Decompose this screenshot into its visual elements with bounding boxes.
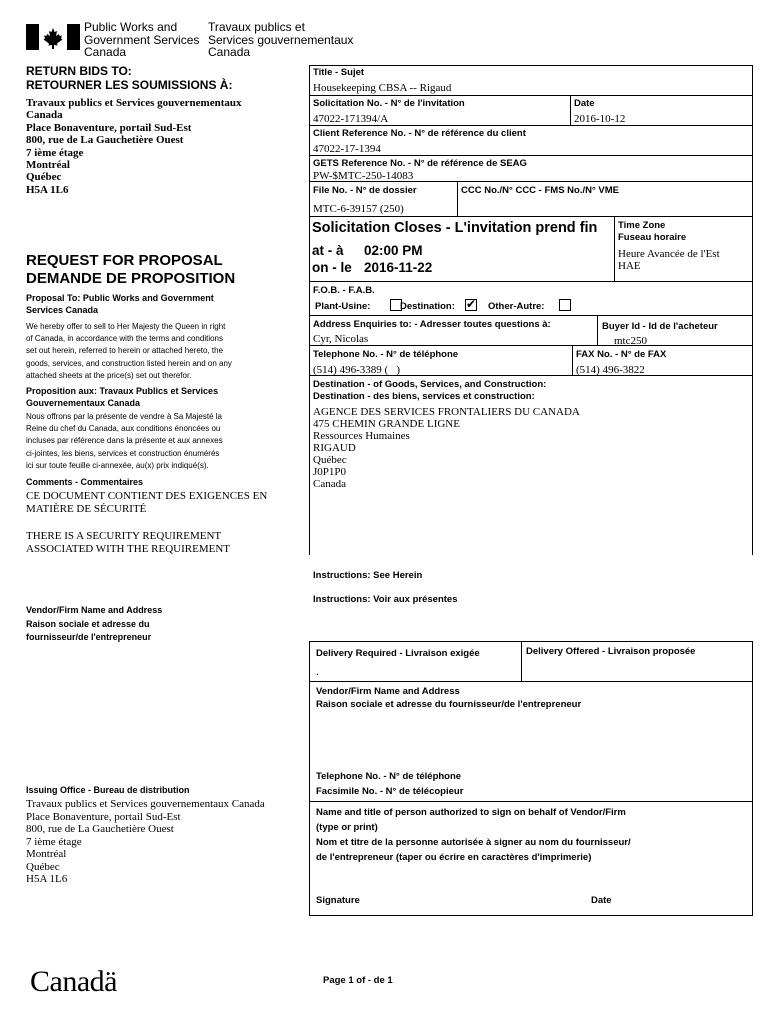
date-value: 2016-10-12	[574, 113, 626, 125]
closes-date: 2016-11-22	[364, 260, 433, 275]
telephone-label: Telephone No. - N° de téléphone	[313, 349, 459, 360]
page-number: Page 1 of - de 1	[323, 975, 393, 986]
ccc-number-field	[457, 181, 753, 217]
return-bids-heading: RETURN BIDS TO: RETOURNER LES SOUMISSIONS À:	[26, 64, 233, 92]
destination-address: AGENCE DES SERVICES FRONTALIERS DU CANADA 475 CHEMIN GRANDE LIGNE Ressources Humaines RIGAUD Québec J0P1P0 Canada	[313, 406, 580, 490]
file-number-value: MTC-6-39157 (250)	[313, 203, 404, 215]
solicitation-closes-heading: Solicitation Closes - L'invitation prend fin	[312, 220, 598, 236]
issuing-office-address: Travaux publics et Services gouvernementaux Canada Place Bonaventure, portail Sud-Est 800, rue de La Gauchetière Ouest 7 ième étage Montréal Québec H5A 1L6	[26, 798, 265, 885]
client-reference-value: 47022-17-1394	[313, 143, 381, 155]
vendor-telephone-label: Telephone No. - N° de téléphone	[316, 771, 462, 782]
comments-label: Comments - Commentaires	[26, 477, 144, 487]
destination-field	[309, 375, 753, 555]
issuing-office-label: Issuing Office - Bureau de distribution	[26, 785, 190, 795]
delivery-offered-field	[521, 641, 753, 682]
authorized-signatory-field[interactable]	[309, 801, 753, 916]
fob-field	[309, 281, 753, 316]
delivery-required-label: Delivery Required - Livraison exigée	[316, 648, 480, 659]
closes-on-label: on - le	[312, 260, 352, 275]
file-number-field	[309, 181, 458, 217]
vendor-facsimile-label: Facsimile No. - N° de télécopieur	[316, 786, 464, 797]
gets-reference-value: PW-$MTC-250-14083	[313, 170, 414, 182]
fax-label: FAX No. - N° de FAX	[576, 349, 667, 360]
ccc-number-label: CCC No./N° CCC - FMS No./N° VME	[461, 185, 620, 196]
instructions-en: Instructions: See Herein	[313, 570, 423, 581]
fob-plant-label: Plant-Usine:	[315, 301, 371, 312]
address-enquiries-value: Cyr, Nicolas	[313, 333, 369, 345]
destination-label: Destination - of Goods, Services, and Construction: Destination - des biens, services et construction:	[313, 379, 547, 402]
time-zone-value: Heure Avancée de l'Est HAE	[618, 248, 720, 272]
delivery-required-value: .	[316, 666, 319, 678]
client-reference-field	[309, 125, 753, 156]
closes-at-label: at - à	[312, 243, 344, 258]
solicitation-number-label: Solicitation No. - N° de l'invitation	[313, 98, 465, 109]
time-zone-label: Time Zone Fuseau horaire	[618, 220, 687, 243]
canada-flag-icon	[26, 24, 80, 50]
title-field	[309, 65, 753, 96]
client-reference-label: Client Reference No. - N° de référence du client	[313, 128, 526, 139]
checkmark-icon: ✔	[466, 297, 477, 311]
title-value: Housekeeping CBSA -- Rigaud	[313, 82, 452, 94]
fob-other-checkbox[interactable]	[559, 299, 571, 311]
signature-label: Signature	[316, 895, 360, 906]
buyer-id-field	[597, 315, 753, 346]
signature-date-label: Date	[591, 895, 612, 906]
date-field	[570, 95, 753, 126]
closes-time: 02:00 PM	[364, 243, 423, 258]
rfp-title: REQUEST FOR PROPOSAL DEMANDE DE PROPOSITION	[26, 252, 236, 287]
telephone-value: (514) 496-3389 ( )	[313, 364, 401, 376]
proposition-text: Nous offrons par la présente de vendre à Sa Majesté la Reine du chef du Canada, aux conditions énoncées ou incluses par référence dans la présente et aux annexes ci-jointes, les biens, services et construction énumérés ici sur toute feuille ci-annexée, au(x) prix indiqué(s).	[26, 412, 223, 470]
delivery-required-field	[309, 641, 522, 682]
canada-wordmark: Canadä	[30, 965, 117, 998]
fob-other-label: Other-Autre:	[488, 301, 545, 312]
fob-label: F.O.B. - F.A.B.	[313, 285, 375, 296]
comments-security-fr: CE DOCUMENT CONTIENT DES EXIGENCES EN MATIÈRE DE SÉCURITÉ	[26, 490, 268, 515]
fax-field	[572, 345, 753, 376]
department-name-en: Public Works and Government Services Canada	[84, 20, 200, 59]
proposal-to-text: We hereby offer to sell to Her Majesty the Queen in right of Canada, in accordance with the terms and conditions set out herein, referred to herein or attached hereto, the goods, services, and construction listed herein and on any attached sheets at the price(s) set out therefor.	[26, 322, 232, 380]
vendor-firm-label: Vendor/Firm Name and Address Raison sociale et adresse du fournisseur/de l'entrepreneur	[316, 686, 582, 710]
gets-reference-label: GETS Reference No. - N° de référence de SEAG	[313, 158, 527, 169]
fax-value: (514) 496-3822	[576, 364, 645, 376]
proposition-label: Proposition aux: Travaux Publics et Services Gouvernementaux Canada	[26, 386, 219, 408]
solicitation-number-value: 47022-171394/A	[313, 113, 389, 125]
solicitation-closes-field	[309, 216, 615, 282]
solicitation-number-field	[309, 95, 571, 126]
title-label: Title - Sujet	[313, 67, 365, 78]
file-number-label: File No. - N° de dossier	[313, 185, 417, 196]
gets-reference-field	[309, 155, 753, 182]
authorized-signatory-label: Name and title of person authorized to sign on behalf of Vendor/Firm (type or print) Nom et titre de la personne autorisée à signer au nom du fournisseur/ de l'entrepreneur (taper ou écrire en caractères d'imprimerie)	[316, 807, 631, 863]
proposal-to-label: Proposal To: Public Works and Government Services Canada	[26, 293, 214, 315]
vendor-firm-field[interactable]	[309, 681, 753, 802]
telephone-field	[309, 345, 573, 376]
instructions-fr: Instructions: Voir aux présentes	[313, 594, 458, 605]
delivery-offered-label: Delivery Offered - Livraison proposée	[526, 646, 696, 657]
vendor-name-address-label: Vendor/Firm Name and Address Raison sociale et adresse du fournisseur/de l'entrepreneur	[26, 605, 163, 642]
fob-destination-label: Destination:	[400, 301, 455, 312]
department-name-fr: Travaux publics et Services gouvernementaux Canada	[208, 20, 354, 59]
address-enquiries-field	[309, 315, 598, 346]
return-bids-address: Travaux publics et Services gouvernementaux Canada Place Bonaventure, portail Sud-Est 800, rue de La Gauchetière Ouest 7 ième étage Montréal Québec H5A 1L6	[26, 97, 242, 196]
time-zone-field	[614, 216, 753, 282]
comments-security-en: THERE IS A SECURITY REQUIREMENT ASSOCIATED WITH THE REQUIREMENT	[26, 530, 230, 555]
fob-destination-checkbox[interactable]	[465, 299, 477, 311]
address-enquiries-label: Address Enquiries to: - Adresser toutes questions à:	[313, 319, 551, 330]
date-label: Date	[574, 98, 595, 109]
buyer-id-value: mtc250	[614, 335, 647, 347]
buyer-id-label: Buyer Id - Id de l'acheteur	[602, 321, 718, 332]
